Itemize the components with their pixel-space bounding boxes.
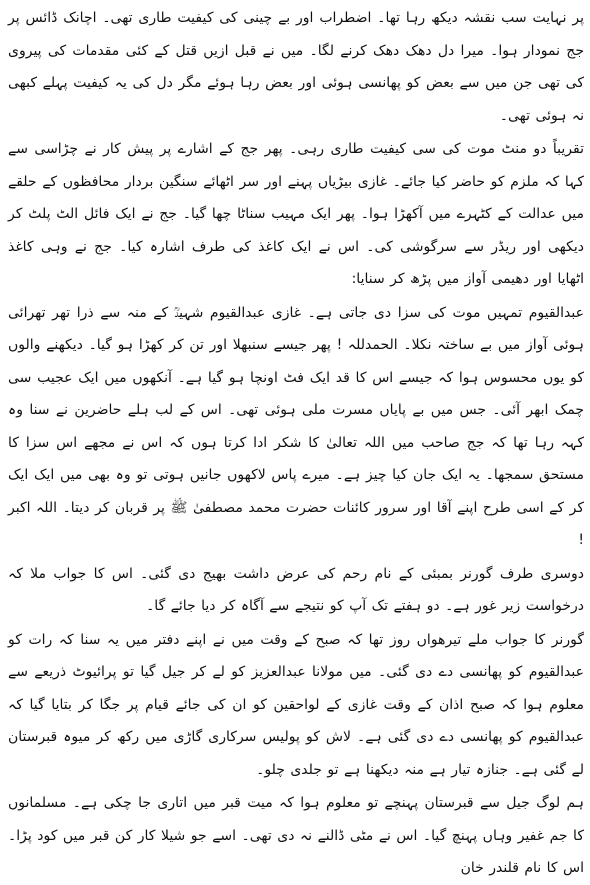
paragraph-4: دوسری طرف گورنر بمبئی کے نام رحم کی عرض داشت بھیج دی گئی۔ اس کا جواب ملا کہ درخواست زیر غور ہے۔ دو ہفتے تک آپ کو نتیجے سے آگاہ کر دیا جائے گا۔	[8, 565, 584, 614]
paragraph-3: عبدالقیوم تمہیں موت کی سزا دی جاتی ہے۔ غازی عبدالقیوم شہیدؒ کے منہ سے ذرا تھر تھرائی ہوئی آواز میں بے ساختہ نکلا۔ الحمدللہ ! پھر جیسے سنبھلا اور تن کر کھڑا ہو گیا۔ دیکھنے والوں کو یوں محسوس ہوا کہ جیسے اس کا قد ایک فٹ اونچا ہو گیا ہے۔ آنکھوں میں ایک عجیب سی چمک ابھر آئی۔ جس میں بے پایاں مسرت ملی ہوئی تھی۔ اس کے لب ہلے حاضرین نے سنا وہ کہہ رہا تھا کہ جج صاحب میں اللہ تعالیٰ کا شکر ادا کرتا ہوں کہ اس نے مجھے اس سزا کا مستحق سمجھا۔ یہ ایک جان کیا چیز ہے۔ میرے پاس لاکھوں جانیں ہوتی تو وہ بھی میں ایک ایک کر کے اسی طرح اپنے آقا اور سرور کائنات حضرت محمد مصطفیٰ ﷺ پر قربان کر دیتا۔ اللہ اکبر !	[8, 304, 584, 548]
paragraph-2: تقریباً دو منٹ موت کی سی کیفیت طاری رہی۔ پھر جج کے اشارے پر پیش کار نے چڑاسی سے کہا کہ ملزم کو حاضر کیا جائے۔ غازی بیڑیاں پہنے اور سر اٹھائے سنگین بردار محافظوں کے حلقے میں عدالت کے کٹہرے میں آکھڑا ہوا۔ پھر ایک مہیب سناٹا چھا گیا۔ جج نے ایک فائل الٹ پلٹ کر دیکھی اور ریڈر سے سرگوشی کی۔ اس نے ایک کاغذ کی طرف اشارہ کیا۔ جج نے وہی کاغذ اٹھایا اور دھیمی آواز میں پڑھ کر سنایا:	[8, 141, 584, 287]
paragraph-6: ہم لوگ جیل سے قبرستان پہنچے تو معلوم ہوا کہ میت قبر میں اتاری جا چکی ہے۔ مسلمانوں کا جم غفیر وہاں پہنچ گیا۔ اس نے مٹی ڈالنے نہ دی تھی۔ اسے جو شیلا کار کن قبر میں کود پڑا۔ اس کا نام قلندر خان	[8, 795, 584, 876]
paragraph-5: گورنر کا جواب ملے تیرھواں روز تھا کہ صبح کے وقت میں نے اپنے دفتر میں یہ سنا کہ رات کو عبدالقیوم کو پھانسی دے دی گئی۔ میں مولانا عبدالعزیز کو لے کر جیل گیا تو پرائیوٹ ذریعے سے معلوم ہوا کہ صبح اذان کے وقت غازی کے لواحقین کو ان کی جائے قیام پر جگا کر بتایا گیا کہ عبدالقیوم کو پھانسی دے دی گئی ہے۔ لاش کو پولیس سرکاری گاڑی میں رکھ کر میوہ قبرستان لے گئی ہے۔ جنازہ تیار ہے منہ دیکھنا ہے تو جلدی چلو۔	[8, 631, 584, 778]
paragraph-1: پر نہایت سب نقشہ دیکھ رہا تھا۔ اضطراب اور بے چینی کی کیفیت طاری تھی۔ اچانک ڈائس پر جج نمودار ہوا۔ میرا دل دھک دھک کرنے لگا۔ میں نے قبل ازیں قتل کے کئی مقدمات کی پیروی کی تھی جن میں سے بعض کو پھانسی ہوئی اور بعض رہا ہوئے مگر دل کی یہ کیفیت پہلے کبھی نہ ہوئی تھی۔	[8, 10, 584, 124]
